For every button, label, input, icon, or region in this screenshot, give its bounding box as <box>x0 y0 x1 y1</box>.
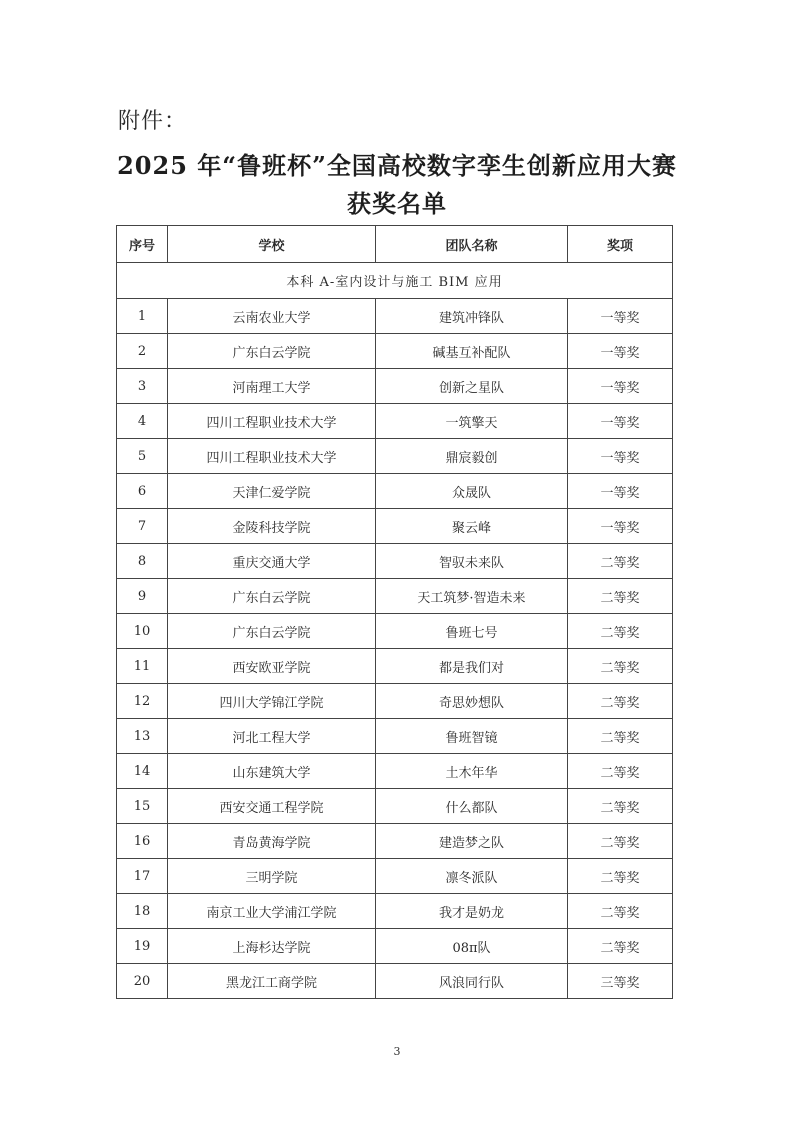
school-cell: 四川工程职业技术大学 <box>168 404 376 439</box>
serial-number-cell: 8 <box>117 544 168 579</box>
serial-number-cell: 10 <box>117 614 168 649</box>
team-name-cell: 都是我们对 <box>376 649 568 684</box>
award-cell: 一等奖 <box>568 404 673 439</box>
school-cell: 广东白云学院 <box>168 614 376 649</box>
table-row <box>117 649 673 684</box>
table-row <box>117 334 673 369</box>
header-team-name: 团队名称 <box>376 226 568 263</box>
team-name-cell: 智驭未来队 <box>376 544 568 579</box>
serial-number-cell: 6 <box>117 474 168 509</box>
school-cell: 河南理工大学 <box>168 369 376 404</box>
table-header-row <box>117 226 673 263</box>
team-name-cell: 聚云峰 <box>376 509 568 544</box>
page-number: 3 <box>393 1045 401 1058</box>
award-cell: 一等奖 <box>568 334 673 369</box>
award-cell: 三等奖 <box>568 964 673 999</box>
team-name-cell: 我才是奶龙 <box>376 894 568 929</box>
serial-number-cell: 5 <box>117 439 168 474</box>
award-cell: 一等奖 <box>568 474 673 509</box>
serial-number-cell: 14 <box>117 754 168 789</box>
table-row <box>117 544 673 579</box>
serial-number-cell: 16 <box>117 824 168 859</box>
award-cell: 二等奖 <box>568 649 673 684</box>
award-cell: 二等奖 <box>568 544 673 579</box>
table-row <box>117 439 673 474</box>
serial-number-cell: 19 <box>117 929 168 964</box>
table-row <box>117 614 673 649</box>
award-cell: 二等奖 <box>568 894 673 929</box>
award-cell: 一等奖 <box>568 509 673 544</box>
team-name-cell: 鲁班七号 <box>376 614 568 649</box>
serial-number-cell: 2 <box>117 334 168 369</box>
school-cell: 青岛黄海学院 <box>168 824 376 859</box>
serial-number-cell: 20 <box>117 964 168 999</box>
serial-number-cell: 7 <box>117 509 168 544</box>
table-row <box>117 684 673 719</box>
serial-number-cell: 11 <box>117 649 168 684</box>
award-cell: 二等奖 <box>568 789 673 824</box>
award-cell: 二等奖 <box>568 859 673 894</box>
team-name-cell: 风浪同行队 <box>376 964 568 999</box>
award-cell: 二等奖 <box>568 579 673 614</box>
team-name-cell: 什么都队 <box>376 789 568 824</box>
school-cell: 河北工程大学 <box>168 719 376 754</box>
team-name-cell: 凛冬派队 <box>376 859 568 894</box>
award-cell: 一等奖 <box>568 439 673 474</box>
table-row <box>117 509 673 544</box>
school-cell: 黑龙江工商学院 <box>168 964 376 999</box>
serial-number-cell: 1 <box>117 299 168 334</box>
team-name-cell: 碱基互补配队 <box>376 334 568 369</box>
school-cell: 金陵科技学院 <box>168 509 376 544</box>
award-cell: 一等奖 <box>568 369 673 404</box>
school-cell: 西安欧亚学院 <box>168 649 376 684</box>
header-school: 学校 <box>168 226 376 263</box>
school-cell: 山东建筑大学 <box>168 754 376 789</box>
table-row <box>117 894 673 929</box>
serial-number-cell: 18 <box>117 894 168 929</box>
school-cell: 四川大学锦江学院 <box>168 684 376 719</box>
serial-number-cell: 9 <box>117 579 168 614</box>
school-cell: 天津仁爱学院 <box>168 474 376 509</box>
header-serial-number: 序号 <box>117 226 168 263</box>
table-row <box>117 299 673 334</box>
school-cell: 广东白云学院 <box>168 334 376 369</box>
team-name-cell: 建造梦之队 <box>376 824 568 859</box>
award-cell: 二等奖 <box>568 824 673 859</box>
table-row <box>117 859 673 894</box>
table-row <box>117 404 673 439</box>
table-row <box>117 369 673 404</box>
team-name-cell: 天工筑梦·智造未来 <box>376 579 568 614</box>
serial-number-cell: 4 <box>117 404 168 439</box>
school-cell: 重庆交通大学 <box>168 544 376 579</box>
team-name-cell: 一筑擎天 <box>376 404 568 439</box>
table-row <box>117 929 673 964</box>
school-cell: 三明学院 <box>168 859 376 894</box>
category-label: 本科 A-室内设计与施工 BIM 应用 <box>117 263 673 299</box>
school-cell: 西安交通工程学院 <box>168 789 376 824</box>
document-subtitle: 获奖名单 <box>347 189 447 218</box>
team-name-cell: 奇思妙想队 <box>376 684 568 719</box>
table-row <box>117 754 673 789</box>
table-row <box>117 579 673 614</box>
serial-number-cell: 17 <box>117 859 168 894</box>
award-cell: 二等奖 <box>568 684 673 719</box>
document-title: 2025 年“鲁班杯”全国高校数字孪生创新应用大赛 <box>117 151 677 180</box>
team-name-cell: 创新之星队 <box>376 369 568 404</box>
school-cell: 上海杉达学院 <box>168 929 376 964</box>
award-cell: 一等奖 <box>568 299 673 334</box>
school-cell: 广东白云学院 <box>168 579 376 614</box>
team-name-cell: 鼎宸毅创 <box>376 439 568 474</box>
award-cell: 二等奖 <box>568 929 673 964</box>
serial-number-cell: 13 <box>117 719 168 754</box>
award-list-table <box>116 225 673 999</box>
table-row <box>117 789 673 824</box>
attachment-label: 附件： <box>118 109 188 134</box>
school-cell: 云南农业大学 <box>168 299 376 334</box>
team-name-cell: 土木年华 <box>376 754 568 789</box>
team-name-cell: 众晟队 <box>376 474 568 509</box>
table-row <box>117 719 673 754</box>
category-row <box>117 263 673 299</box>
serial-number-cell: 12 <box>117 684 168 719</box>
award-cell: 二等奖 <box>568 614 673 649</box>
header-award: 奖项 <box>568 226 673 263</box>
table-row <box>117 474 673 509</box>
serial-number-cell: 3 <box>117 369 168 404</box>
team-name-cell: 鲁班智镜 <box>376 719 568 754</box>
team-name-cell: 08π队 <box>376 929 568 964</box>
school-cell: 四川工程职业技术大学 <box>168 439 376 474</box>
award-cell: 二等奖 <box>568 719 673 754</box>
award-cell: 二等奖 <box>568 754 673 789</box>
table-row <box>117 824 673 859</box>
team-name-cell: 建筑冲锋队 <box>376 299 568 334</box>
table-row <box>117 964 673 999</box>
school-cell: 南京工业大学浦江学院 <box>168 894 376 929</box>
serial-number-cell: 15 <box>117 789 168 824</box>
